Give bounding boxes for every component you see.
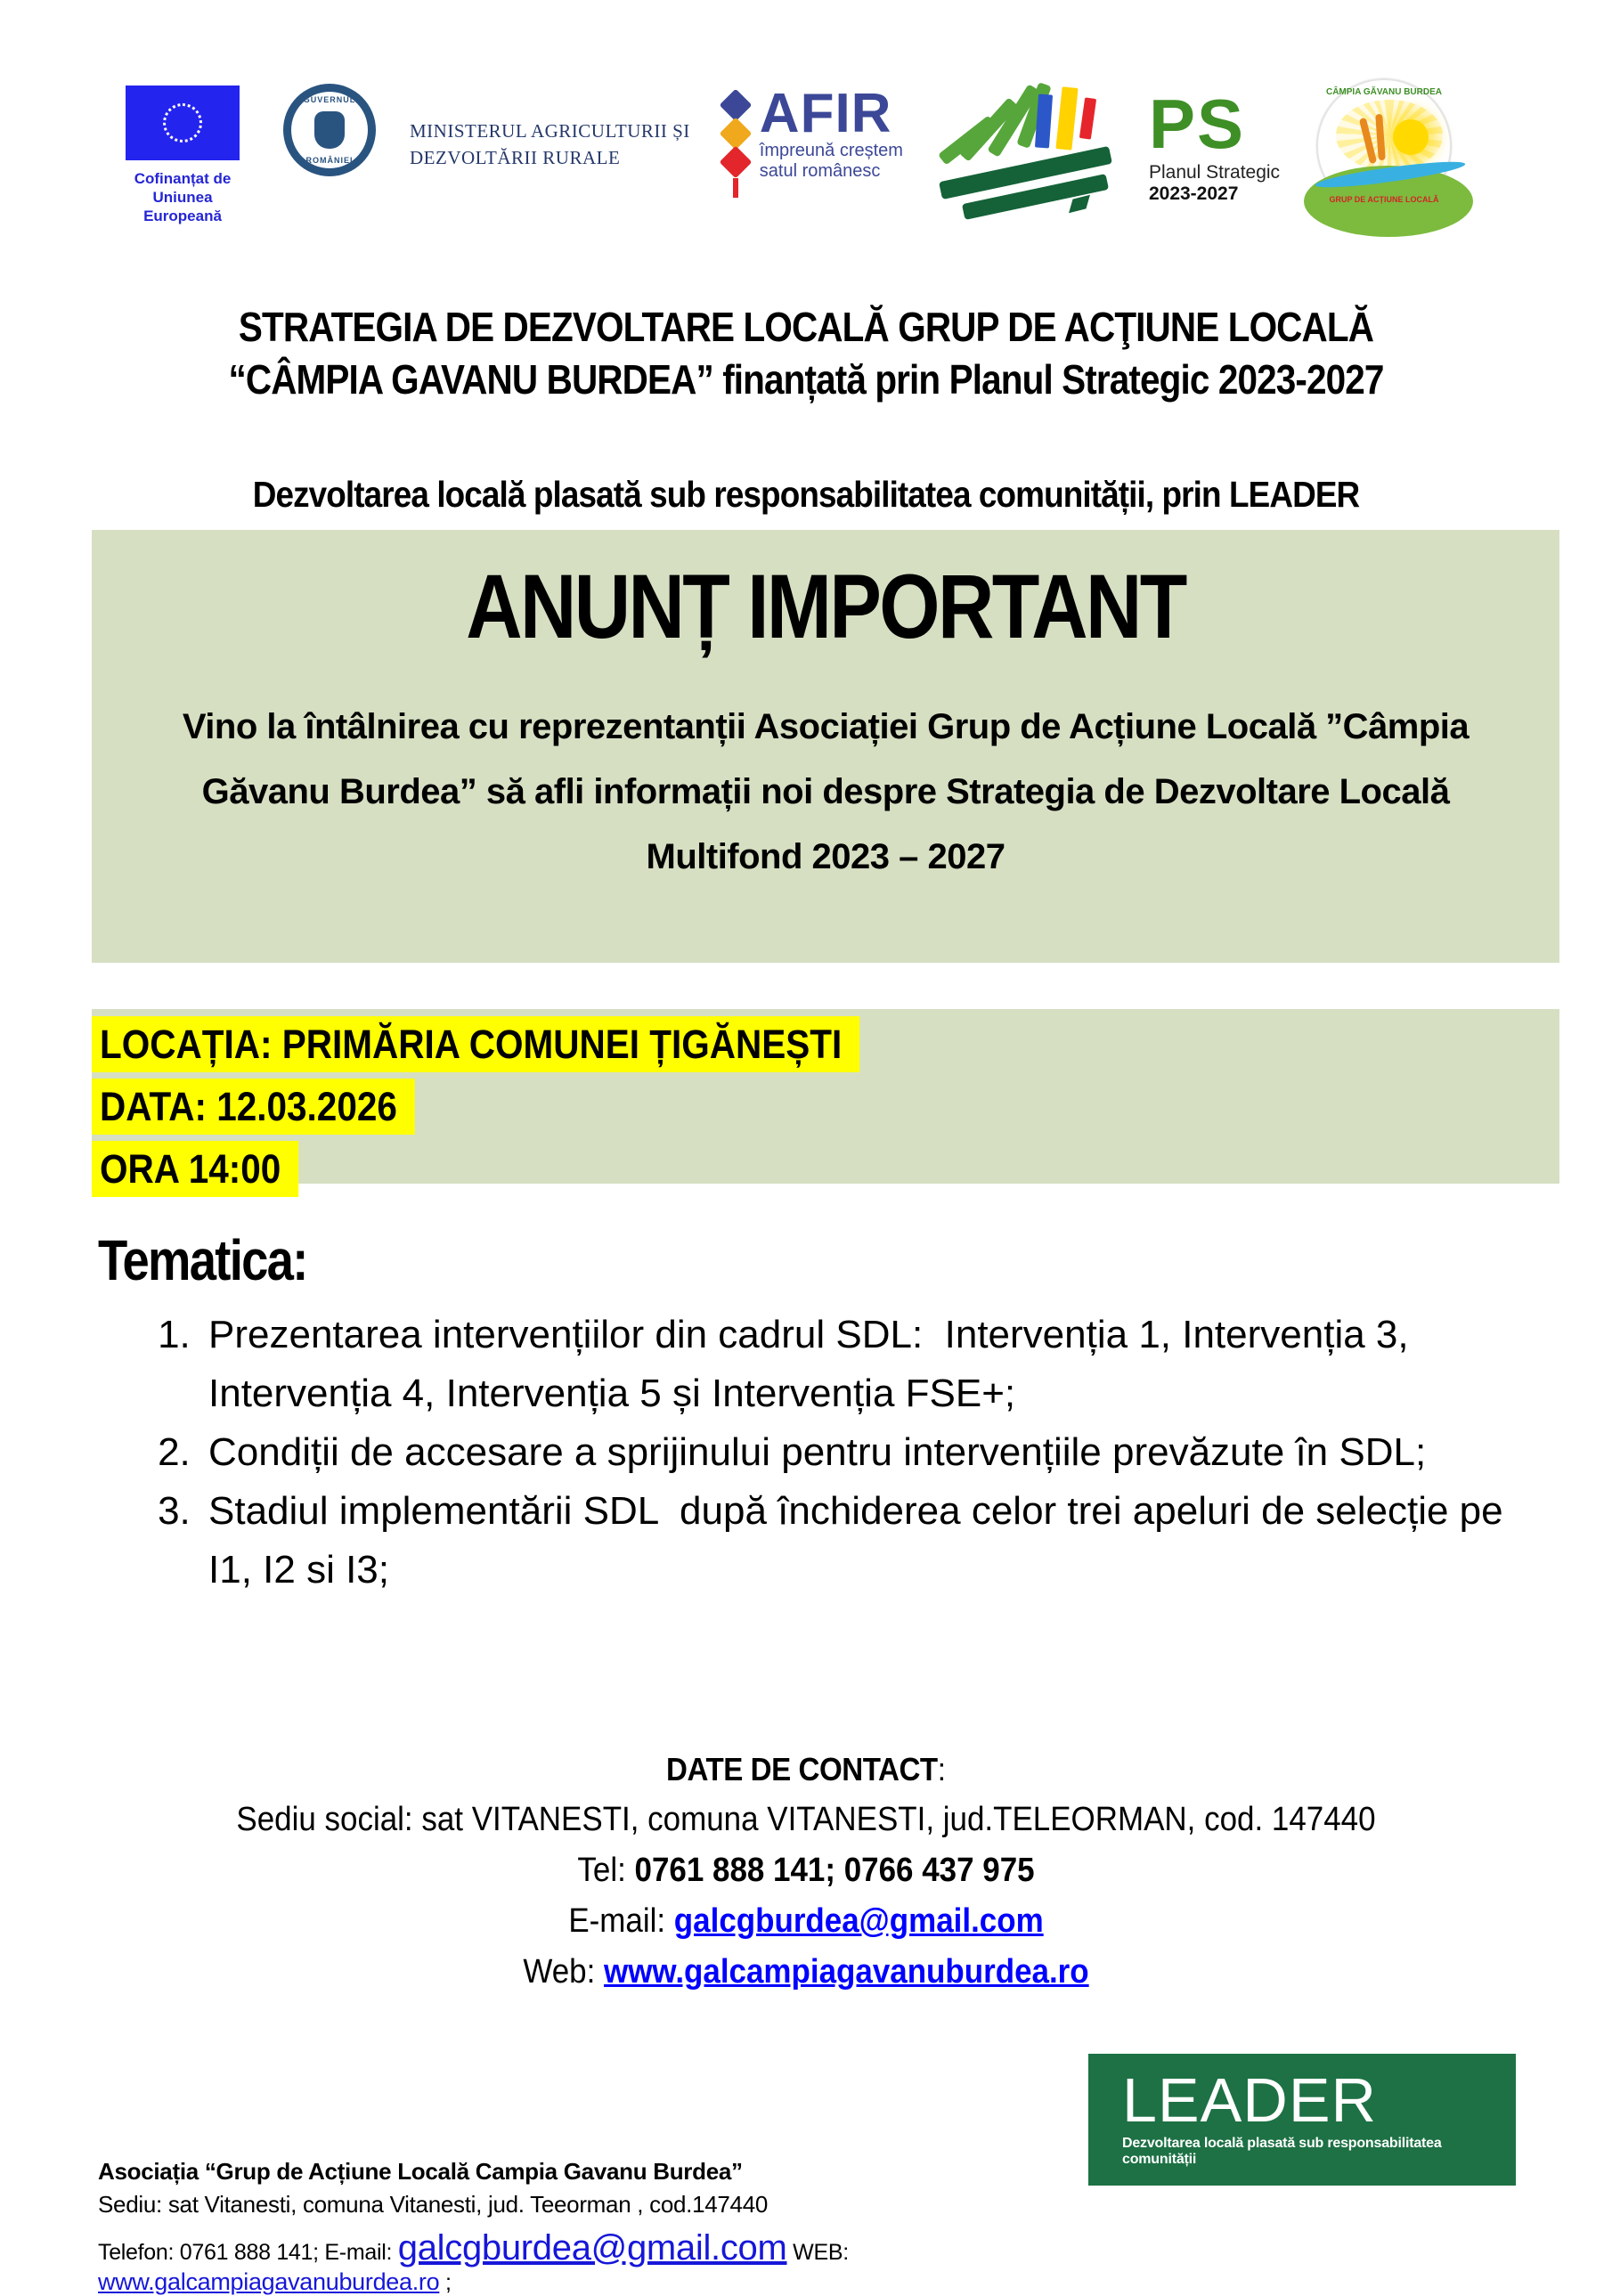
- footer-web-label: WEB:: [793, 2240, 849, 2265]
- meeting-location: LOCAȚIA: PRIMĂRIA COMUNEI ȚIGĂNEȘTI: [92, 1016, 859, 1072]
- leader-banner-title: LEADER: [1122, 2065, 1378, 2135]
- agenda-heading: Tematica:: [98, 1228, 307, 1292]
- contact-web-line: [64, 1947, 1547, 1998]
- leader-banner-subtitle: Dezvoltarea locală plasată sub responsabilitatea comunității: [1122, 2136, 1442, 2167]
- footer-web-suffix: ;: [445, 2270, 452, 2295]
- footer-phone-email-label: Telefon: 0761 888 141; E-mail:: [98, 2240, 398, 2265]
- contact-email-label: E-mail:: [568, 1902, 674, 1940]
- contact-phone-line: [64, 1845, 1547, 1896]
- pns-flag-yellow-bar-icon: [1055, 86, 1078, 150]
- gov-eagle-icon: [314, 111, 345, 149]
- announcement-body: Vino la întâlnirea cu reprezentanții Asociației Grup de Acțiune Locală ”Câmpia Găvanu Burdea” să afli informații noi despre Strategia de Dezvoltare Locală Multifond 2023 – 2027: [182, 707, 1470, 876]
- contact-web-link[interactable]: www.galcampiagavanuburdea.ro: [604, 1953, 1089, 1991]
- gov-romania-seal-icon: [283, 84, 376, 176]
- eu-flag-logo: [116, 85, 249, 225]
- agenda-item-2: 2. Condiții de accesare a sprijinului pentru intervențiile prevăzute în SDL;: [201, 1423, 1503, 1482]
- meeting-time-line: [92, 1143, 1413, 1205]
- ps-planul-strategic-logo: [1148, 85, 1282, 205]
- announcement-title: ANUNȚ IMPORTANT: [466, 556, 1185, 657]
- footer-email-link[interactable]: galcgburdea@gmail.com: [397, 2228, 787, 2268]
- afir-wheat-stem: [733, 178, 738, 198]
- gov-seal-ring: [291, 92, 368, 168]
- contact-section: [64, 1744, 1547, 1998]
- document-title: [97, 301, 1516, 406]
- ps-mark: PS: [1148, 85, 1246, 163]
- afir-tagline-line2: satul românesc: [759, 161, 881, 181]
- ps-caption-line1: Planul Strategic: [1148, 162, 1281, 183]
- eu-stars-circle-icon: [163, 103, 202, 142]
- meeting-time: ORA 14:00: [92, 1141, 298, 1197]
- gov-seal-text-bottom: ROMÂNIEI: [305, 156, 354, 165]
- gal-arc-text-bottom: GRUP DE ACȚIUNE LOCALĂ: [1329, 195, 1439, 204]
- contact-email-link[interactable]: galcgburdea@gmail.com: [673, 1902, 1044, 1940]
- contact-address: Sediu social: sat VITANESTI, comuna VITANESTI, jud.TELEORMAN, cod. 147440: [236, 1801, 1376, 1838]
- sun-icon: [1393, 119, 1429, 155]
- logo-strip: [116, 78, 1452, 230]
- meeting-date-line: [92, 1080, 1413, 1143]
- meeting-date: DATA: 12.03.2026: [92, 1079, 415, 1135]
- gal-arc-text-top: CÂMPIA GĂVANU BURDEA: [1325, 87, 1442, 97]
- footer-address: Sediu: sat Vitanesti, comuna Vitanesti, jud. Teeorman , cod.147440: [98, 2191, 769, 2218]
- announcement-box: [92, 530, 1559, 963]
- ministry-line1: MINISTERUL AGRICULTURII ȘI: [410, 120, 690, 142]
- agenda-item-1: 1. Prezentarea intervențiilor din cadrul SDL: Intervenția 1, Intervenția 3, Intervenția 4, Intervenția 5 și Intervenția FSE+;: [201, 1306, 1503, 1423]
- afir-name: AFIR: [759, 83, 892, 144]
- contact-heading-colon: :: [937, 1751, 946, 1787]
- meeting-details-box: [92, 1009, 1559, 1192]
- eu-flag-caption: [116, 169, 249, 225]
- gov-seal-text-top: GUVERNUL: [303, 95, 356, 104]
- footer-web-link[interactable]: www.galcampiagavanuburdea.ro: [98, 2268, 440, 2295]
- eu-caption-line2: Uniunea Europeană: [143, 189, 222, 224]
- eu-flag-icon: [126, 85, 240, 160]
- contact-heading: [64, 1744, 1547, 1795]
- afir-wheat-yellow-seed: [719, 118, 752, 151]
- ministry-line2: DEZVOLTĂRII RURALE: [410, 147, 621, 168]
- pns-field-triangle-icon: [1069, 195, 1090, 213]
- pns-flag-blue-bar-icon: [1035, 94, 1053, 149]
- pns-flag-red-bar-icon: [1079, 97, 1096, 139]
- pns-leaf-logo: [937, 84, 1115, 217]
- contact-web-label: Web:: [523, 1953, 605, 1991]
- afir-wheat-blue-seed: [719, 89, 752, 122]
- title-line1: STRATEGIA DE DEZVOLTARE LOCALĂ GRUP DE ACŢIUNE LOCALĂ: [238, 304, 1374, 350]
- contact-email-line: [64, 1896, 1547, 1947]
- contact-phone-label: Tel:: [577, 1852, 635, 1889]
- footer-association-name: Asociația “Grup de Acțiune Locală Campia Gavanu Burdea”: [98, 2158, 743, 2185]
- leader-banner: [1088, 2054, 1516, 2186]
- contact-phone-numbers: 0761 888 141; 0766 437 975: [634, 1852, 1035, 1889]
- gal-round-logo: [1316, 78, 1452, 214]
- afir-tagline-line1: împreună creștem: [759, 141, 903, 160]
- agenda-list: [150, 1306, 1514, 1600]
- ps-caption-line2: 2023-2027: [1148, 183, 1239, 204]
- footer-contact-line: [98, 2228, 1078, 2296]
- title-line2: “CÂMPIA GAVANU BURDEA” finanțată prin Planul Strategic 2023-2027: [228, 356, 1384, 403]
- afir-wheat-red-seed: [719, 146, 752, 179]
- meeting-location-line: [92, 1018, 1413, 1080]
- ministry-wordmark: [410, 118, 690, 171]
- afir-wheat-icon: [724, 91, 747, 198]
- eu-caption-line1: Cofinanțat de: [134, 170, 232, 187]
- leader-subtitle: Dezvoltarea locală plasată sub responsabilitatea comunității, prin LEADER: [252, 474, 1360, 515]
- afir-logo: [724, 83, 903, 198]
- contact-heading-text: DATE DE CONTACT: [666, 1751, 938, 1787]
- agenda-item-3: 3. Stadiul implementării SDL după închiderea celor trei apeluri de selecție pe I1, I2 si I3;: [201, 1482, 1503, 1600]
- footer: [98, 2155, 1078, 2296]
- afir-wordmark: [759, 83, 903, 198]
